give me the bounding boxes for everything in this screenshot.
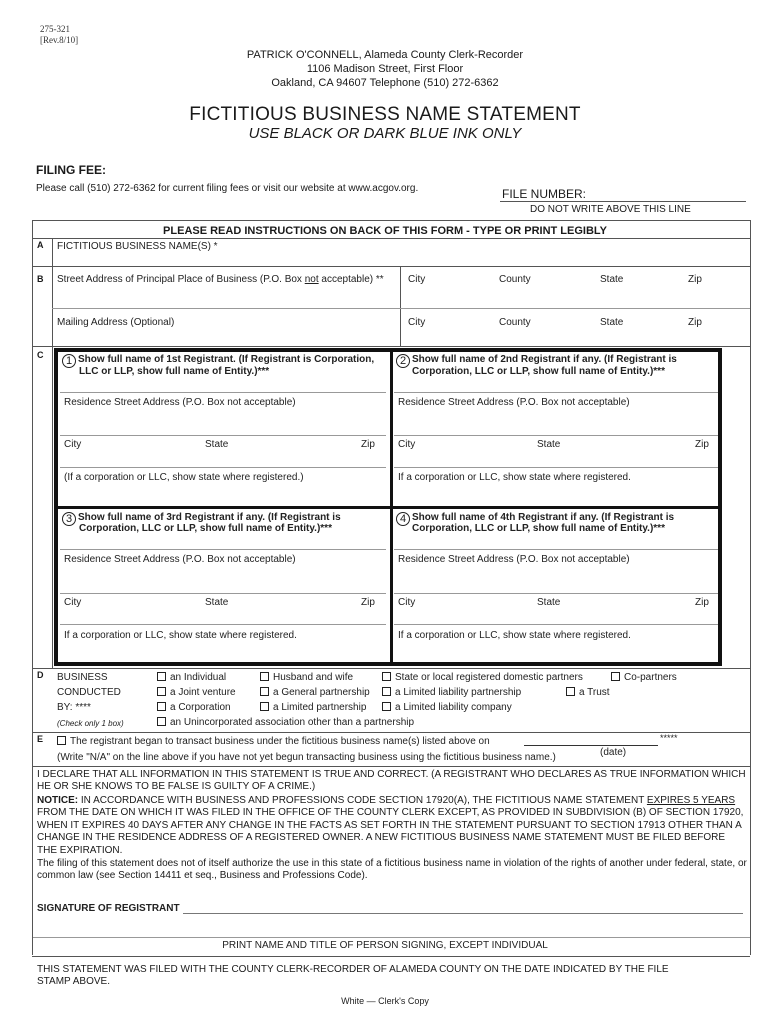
r2-line-1 xyxy=(394,392,718,393)
registrant-3-number: 3 xyxy=(62,512,76,526)
notice-text: NOTICE: IN ACCORDANCE WITH BUSINESS AND PROFESSIONS CODE SECTION 17920(A), THE FICTITIOUS NAME STATEMENT EXPIRES 5 YEARS FROM THE DATE ON WHICH IT WAS FILED IN THE OFFICE OF THE COUNTY CLERK EXCEPT, AS PROVIDED IN SUBDIVISION (B) OF SECTION 17920, WHEN IT EXPIRES 40 DAYS AFTER ANY CHANGE IN THE FACTS AS SET FORTH IN THE STATEMENT PURSUANT TO SECTION 17913 OTHER THAN A CHANGE IN THE RESIDENCE ADDRESS OF A REGISTERED OWNER. A NEW FICTITIOUS BUSINESS NAME STATEMENT MUST BE FILED BEFORE THE EXPIRATION. xyxy=(37,795,744,856)
r1-line-3 xyxy=(60,467,386,468)
began-business-checkbox[interactable]: The registrant began to transact business under the fictitious business name(s) listed above on xyxy=(57,736,490,747)
r3-line-3 xyxy=(60,624,386,625)
business-conducted-label-3: BY: **** xyxy=(57,702,91,713)
registrant-4-title2: Corporation, LLC or LLP, show full name of Entity.)*** xyxy=(412,523,665,534)
print-name-label: PRINT NAME AND TITLE OF PERSON SIGNING, EXCEPT INDIVIDUAL xyxy=(222,940,548,951)
signature-field[interactable] xyxy=(183,913,743,914)
registrant-1-name-field[interactable] xyxy=(58,378,388,392)
r4-city-label: City xyxy=(398,597,416,608)
section-a-letter: A xyxy=(37,240,44,250)
registrant-1-number: 1 xyxy=(62,354,76,368)
checkbox-icon xyxy=(157,687,166,696)
option-corporation[interactable]: a Corporation xyxy=(157,702,231,713)
option-copartners[interactable]: Co-partners xyxy=(611,672,677,683)
r1-line-2 xyxy=(60,435,386,436)
registrant-4-name-field[interactable] xyxy=(394,535,718,549)
r4-line-3 xyxy=(394,624,718,625)
registrant-3-name-field[interactable] xyxy=(58,535,388,549)
r2-line-2 xyxy=(394,435,718,436)
registrant-2-name-field[interactable] xyxy=(394,378,718,392)
registrant-1-title: 1 Show full name of 1st Registrant. (If Registrant is Corporation, xyxy=(62,354,374,368)
filing-note: The filing of this statement does not of itself authorize the use in this state of a fictitious business name in violation of the rights of another under federal, state, or common law (see Section 14411 et seq., Business and Professions Code). xyxy=(37,858,747,882)
checkbox-icon xyxy=(157,672,166,681)
b-state-label: State xyxy=(600,274,624,285)
file-number-line[interactable] xyxy=(500,201,746,202)
office-name: PATRICK O'CONNELL, Alameda County Clerk-Recorder xyxy=(246,49,524,61)
na-note: (Write "N/A" on the line above if you have not yet begun transacting business using the fictitious business name.) xyxy=(57,752,556,763)
declaration-text: I DECLARE THAT ALL INFORMATION IN THIS STATEMENT IS TRUE AND CORRECT. (A REGISTRANT WHO DECLARES AS TRUE INFORMATION WHICH HE OR SHE KNOWS TO BE FALSE IS GUILTY OF A CRIME.) xyxy=(37,769,746,793)
mail-city-label: City xyxy=(408,317,426,328)
checkbox-icon xyxy=(382,702,391,711)
b-city-label: City xyxy=(408,274,426,285)
checkbox-icon xyxy=(382,687,391,696)
r4-line-2 xyxy=(394,593,718,594)
business-name-field[interactable] xyxy=(52,252,750,266)
option-limited-partnership[interactable]: a Limited partnership xyxy=(260,702,366,713)
page-title: FICTITIOUS BUSINESS NAME STATEMENT xyxy=(189,104,581,125)
registrant-4-number: 4 xyxy=(396,512,410,526)
option-unincorporated[interactable]: an Unincorporated association other than a partnership xyxy=(157,717,414,728)
registrant-2-title: 2 Show full name of 2nd Registrant if any. (If Registrant is xyxy=(396,354,677,368)
r2-line-3 xyxy=(394,467,718,468)
print-right-border xyxy=(750,935,751,955)
form-top-border xyxy=(32,220,750,221)
r3-line-1 xyxy=(60,549,386,550)
registrant-2-number: 2 xyxy=(396,354,410,368)
mail-state-label: State xyxy=(600,317,624,328)
print-left-border xyxy=(32,935,33,955)
business-name-label: FICTITIOUS BUSINESS NAME(S) * xyxy=(57,241,218,252)
section-c-top xyxy=(32,346,750,347)
r2-state-label: State xyxy=(537,439,561,450)
street-address-field[interactable] xyxy=(52,285,750,305)
signature-label: SIGNATURE OF REGISTRANT xyxy=(37,903,180,914)
section-e-top xyxy=(32,732,750,733)
r1-state-label: State xyxy=(205,439,229,450)
mailing-address-field[interactable] xyxy=(52,328,750,344)
office-address: 1106 Madison Street, First Floor xyxy=(306,63,464,75)
checkbox-icon xyxy=(157,717,166,726)
five-stars-note: ***** xyxy=(660,733,678,743)
r4-line-1 xyxy=(394,549,718,550)
form-left-border xyxy=(32,220,33,945)
r3-corp-label: If a corporation or LLC, show state where registered. xyxy=(64,630,297,641)
r3-city-label: City xyxy=(64,597,82,608)
r4-zip-label: Zip xyxy=(695,597,709,608)
section-b-top xyxy=(32,266,750,267)
option-state-partners[interactable]: State or local registered domestic partners xyxy=(382,672,583,683)
filed-statement: THIS STATEMENT WAS FILED WITH THE COUNTY CLERK-RECORDER OF ALAMEDA COUNTY ON THE DATE INDICATED BY THE FILE STAMP ABOVE. xyxy=(37,964,669,988)
start-date-field[interactable] xyxy=(524,745,658,746)
form-code: 275-321 [Rev.8/10] xyxy=(40,24,79,45)
section-a-top xyxy=(32,238,750,239)
instructions-heading: PLEASE READ INSTRUCTIONS ON BACK OF THIS FORM - TYPE OR PRINT LEGIBLY xyxy=(163,225,607,237)
copy-label: White — Clerk's Copy xyxy=(341,996,429,1006)
filing-fee-text: Please call (510) 272-6362 for current filing fees or visit our website at www.acgov.org. xyxy=(36,183,419,194)
registrants-row-divider xyxy=(54,506,722,509)
option-individual[interactable]: an Individual xyxy=(157,672,226,683)
r2-zip-label: Zip xyxy=(695,439,709,450)
section-d-top xyxy=(32,668,750,669)
registrant-1-title2: LLC or LLP, show full name of Entity.)*** xyxy=(79,366,270,377)
option-joint-venture[interactable]: a Joint venture xyxy=(157,687,236,698)
business-conducted-label-2: CONDUCTED xyxy=(57,687,121,698)
declaration-top xyxy=(32,766,750,767)
b-county-label: County xyxy=(499,274,531,285)
office-city-phone: Oakland, CA 94607 Telephone (510) 272-6362 xyxy=(271,77,499,89)
checkbox-icon xyxy=(382,672,391,681)
registrant-2-title2: Corporation, LLC or LLP, show full name of Entity.)*** xyxy=(412,366,665,377)
r1-city-label: City xyxy=(64,439,82,450)
page-subtitle: USE BLACK OR DARK BLUE INK ONLY xyxy=(248,125,522,142)
business-conducted-label-1: BUSINESS xyxy=(57,672,108,683)
r2-residence-label: Residence Street Address (P.O. Box not acceptable) xyxy=(398,397,630,408)
check-only-note: (Check only 1 box) xyxy=(57,719,124,728)
r3-line-2 xyxy=(60,593,386,594)
registrant-4-title: 4 Show full name of 4th Registrant if any. (If Registrant is xyxy=(396,512,674,526)
section-e-letter: E xyxy=(37,734,44,744)
option-husband-wife[interactable]: Husband and wife xyxy=(260,672,353,683)
registrant-3-title2: Corporation, LLC or LLP, show full name of Entity.)*** xyxy=(79,523,332,534)
r4-residence-label: Residence Street Address (P.O. Box not acceptable) xyxy=(398,554,630,565)
checkbox-icon xyxy=(57,736,66,745)
r1-zip-label: Zip xyxy=(361,439,375,450)
registrant-3-title: 3 Show full name of 3rd Registrant if any. (If Registrant is xyxy=(62,512,341,526)
r2-city-label: City xyxy=(398,439,416,450)
section-c-letter: C xyxy=(37,350,44,360)
filing-fee-heading: FILING FEE: xyxy=(36,163,106,177)
r1-residence-label: Residence Street Address (P.O. Box not acceptable) xyxy=(64,397,296,408)
checkbox-icon xyxy=(157,702,166,711)
checkbox-icon xyxy=(260,702,269,711)
r3-state-label: State xyxy=(205,597,229,608)
option-trust[interactable]: a Trust xyxy=(566,687,610,698)
section-b-letter: B xyxy=(37,274,44,284)
form-bottom-border xyxy=(32,956,750,957)
option-llp[interactable]: a Limited liability partnership xyxy=(382,687,521,698)
r1-line-1 xyxy=(60,392,386,393)
b-zip-label: Zip xyxy=(688,274,702,285)
r4-corp-label: If a corporation or LLC, show state where registered. xyxy=(398,630,631,641)
r2-corp-label: If a corporation or LLC, show state where registered. xyxy=(398,472,631,483)
r4-state-label: State xyxy=(537,597,561,608)
checkbox-icon xyxy=(260,672,269,681)
file-number-note: DO NOT WRITE ABOVE THIS LINE xyxy=(530,204,691,215)
option-llc[interactable]: a Limited liability company xyxy=(382,702,512,713)
r3-zip-label: Zip xyxy=(361,597,375,608)
file-number-label: FILE NUMBER: xyxy=(502,187,587,201)
mailing-address-label: Mailing Address (Optional) xyxy=(57,317,175,328)
checkbox-icon xyxy=(611,672,620,681)
print-name-field[interactable] xyxy=(32,937,750,938)
street-address-label: Street Address of Principal Place of Business (P.O. Box not acceptable) ** xyxy=(57,274,384,285)
checkbox-icon xyxy=(566,687,575,696)
r1-corp-label: (If a corporation or LLC, show state where registered.) xyxy=(64,472,304,483)
option-general-partnership[interactable]: a General partnership xyxy=(260,687,370,698)
checkbox-icon xyxy=(260,687,269,696)
r3-residence-label: Residence Street Address (P.O. Box not acceptable) xyxy=(64,554,296,565)
date-label: (date) xyxy=(600,747,627,758)
mail-zip-label: Zip xyxy=(688,317,702,328)
mail-county-label: County xyxy=(499,317,531,328)
mailing-divider xyxy=(52,308,750,309)
form-right-border xyxy=(750,220,751,945)
section-d-letter: D xyxy=(37,670,44,680)
